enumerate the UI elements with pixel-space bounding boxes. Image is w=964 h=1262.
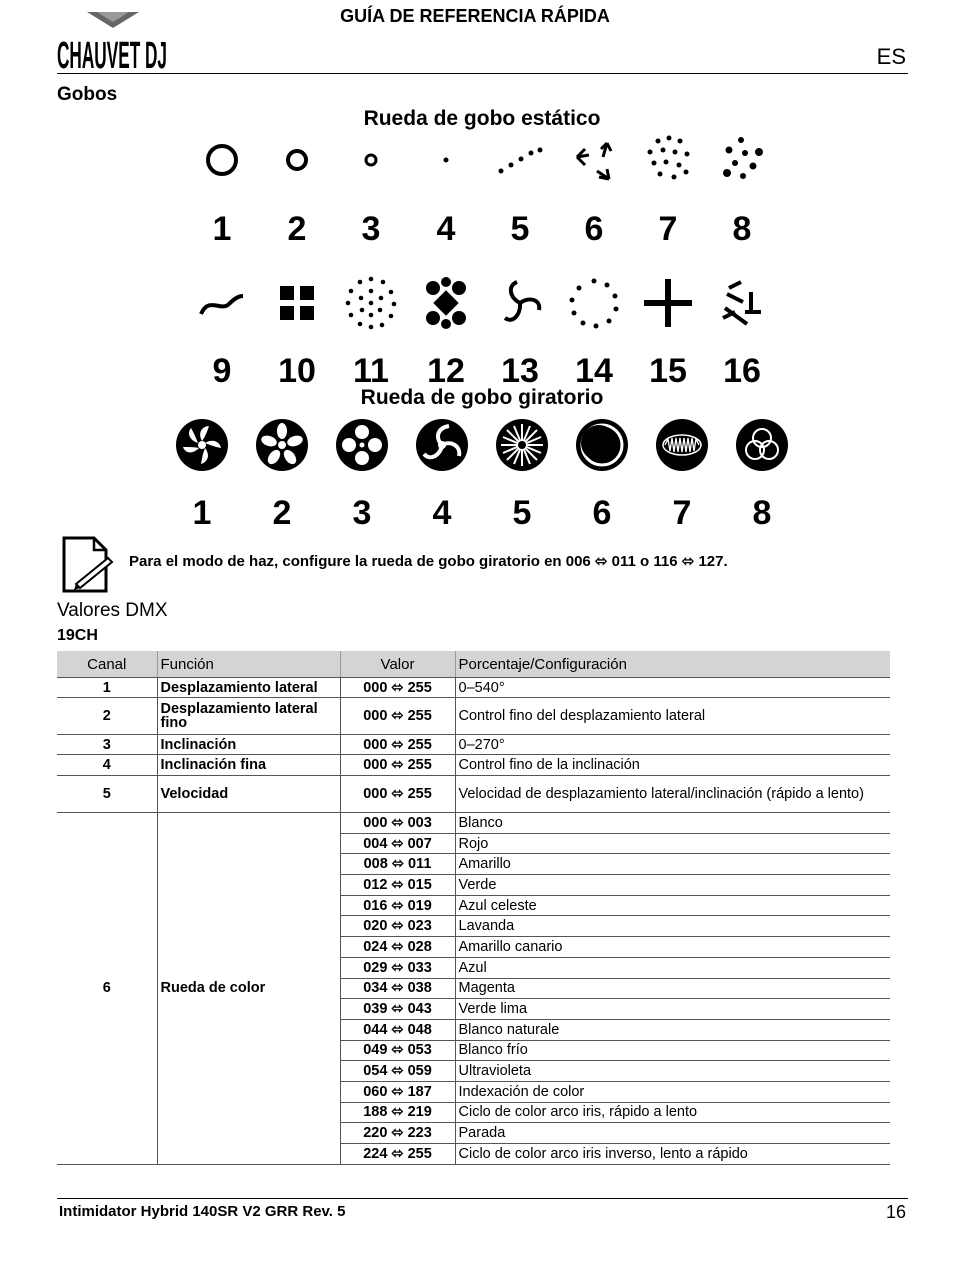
cross-icon — [633, 268, 703, 338]
cell-canal: 3 — [57, 735, 157, 755]
table-header-row — [57, 651, 890, 678]
cell-valor: 020 ⬄ 023 — [340, 916, 455, 937]
cell-valor: 004 ⬄ 007 — [340, 833, 455, 854]
static-gobo-number: 7 — [658, 210, 678, 248]
static-wheel-title: Rueda de gobo estático — [363, 107, 601, 130]
medium-ring-icon — [262, 125, 332, 195]
rotating-gobo-number: 3 — [352, 494, 372, 532]
cell-valor: 000 ⬄ 255 — [340, 678, 455, 698]
static-gobo-number: 4 — [436, 210, 456, 248]
footer-divider — [57, 1198, 908, 1199]
cell-configuracion: Ciclo de color arco iris inverso, lento a rápido — [455, 1144, 890, 1165]
small-ring-icon — [336, 125, 406, 195]
four-circles-icon — [327, 410, 397, 480]
cell-configuracion: Blanco frío — [455, 1040, 890, 1061]
cell-valor: 024 ⬄ 028 — [340, 937, 455, 958]
static-gobo-number: 9 — [212, 352, 232, 390]
table-row — [57, 735, 890, 755]
triple-rings-icon — [727, 410, 797, 480]
cell-configuracion: 0–270° — [455, 735, 890, 755]
petals-icon — [247, 410, 317, 480]
cell-valor: 054 ⬄ 059 — [340, 1061, 455, 1082]
channel-mode-heading: 19CH — [57, 627, 98, 644]
table-row — [57, 678, 890, 698]
dot-line-icon — [485, 125, 555, 195]
static-gobo-number: 15 — [649, 352, 687, 390]
dmx-table — [57, 651, 890, 1165]
cell-configuracion: Blanco naturale — [455, 1019, 890, 1040]
cell-canal: 1 — [57, 678, 157, 698]
wave-icon — [187, 268, 257, 338]
column-header-canal: Canal — [57, 651, 157, 678]
cell-configuracion: Control fino de la inclinación — [455, 755, 890, 776]
cell-funcion: Desplazamiento lateral — [157, 678, 340, 698]
static-gobo-number: 14 — [575, 352, 613, 390]
dot-scatter-icon — [633, 125, 703, 195]
cell-valor: 000 ⬄ 255 — [340, 698, 455, 735]
rotating-gobo-number: 8 — [752, 494, 772, 532]
cell-valor: 000 ⬄ 255 — [340, 755, 455, 776]
cell-configuracion: Blanco — [455, 813, 890, 834]
cell-valor: 039 ⬄ 043 — [340, 999, 455, 1020]
rotating-wheel-title: Rueda de gobo giratorio — [360, 386, 604, 409]
language-code: ES — [876, 44, 906, 69]
table-row — [57, 755, 890, 776]
cell-canal: 4 — [57, 755, 157, 776]
cell-configuracion: Indexación de color — [455, 1081, 890, 1102]
spiral-icon — [485, 268, 555, 338]
section-title-gobos: Gobos — [57, 84, 118, 105]
logo-wordmark: CHAUVET DJ — [57, 35, 167, 77]
cell-funcion: Inclinación — [157, 735, 340, 755]
zigzag-oval-icon — [647, 410, 717, 480]
cell-valor: 060 ⬄ 187 — [340, 1081, 455, 1102]
cell-canal: 5 — [57, 776, 157, 813]
table-row — [57, 813, 890, 834]
page-number: 16 — [885, 1202, 906, 1222]
cell-valor: 000 ⬄ 255 — [340, 776, 455, 813]
rotating-gobo-number: 6 — [592, 494, 612, 532]
rotating-gobo-number: 5 — [512, 494, 532, 532]
static-gobo-number: 3 — [361, 210, 381, 248]
column-header-funcion: Función — [157, 651, 340, 678]
cell-configuracion: 0–540° — [455, 678, 890, 698]
note-pencil-icon — [60, 536, 116, 594]
flower-icon — [411, 268, 481, 338]
cell-valor: 220 ⬄ 223 — [340, 1123, 455, 1144]
cell-valor: 029 ⬄ 033 — [340, 957, 455, 978]
column-header-configuracion: Porcentaje/Configuración — [455, 651, 890, 678]
cell-configuracion: Lavanda — [455, 916, 890, 937]
cell-configuracion: Ultravioleta — [455, 1061, 890, 1082]
dmx-values-heading: Valores DMX — [57, 600, 168, 621]
cell-canal: 6 — [57, 813, 157, 1165]
static-gobo-number: 6 — [584, 210, 604, 248]
static-gobo-number: 5 — [510, 210, 530, 248]
cell-configuracion: Velocidad de desplazamiento lateral/inclinación (rápido a lento) — [455, 776, 890, 813]
header-divider — [57, 73, 908, 74]
cell-configuracion: Ciclo de color arco iris, rápido a lento — [455, 1102, 890, 1123]
cell-funcion: Desplazamiento lateral fino — [157, 698, 340, 735]
dot-icon — [411, 125, 481, 195]
cell-configuracion: Azul celeste — [455, 895, 890, 916]
rotating-gobo-number: 4 — [432, 494, 452, 532]
arrows-icon — [559, 125, 629, 195]
cell-valor: 224 ⬄ 255 — [340, 1144, 455, 1165]
cell-funcion: Inclinación fina — [157, 755, 340, 776]
static-gobo-number: 12 — [427, 352, 465, 390]
broken-lines-icon — [707, 268, 777, 338]
column-header-valor: Valor — [340, 651, 455, 678]
cell-valor: 008 ⬄ 011 — [340, 854, 455, 875]
rotating-gobo-number: 7 — [672, 494, 692, 532]
cell-valor: 188 ⬄ 219 — [340, 1102, 455, 1123]
static-gobo-number: 8 — [732, 210, 752, 248]
cell-configuracion: Magenta — [455, 978, 890, 999]
cell-funcion: Velocidad — [157, 776, 340, 813]
large-ring-icon — [187, 125, 257, 195]
cell-valor: 049 ⬄ 053 — [340, 1040, 455, 1061]
dot-circle-icon — [559, 268, 629, 338]
eclipse-ring-icon — [567, 410, 637, 480]
cell-configuracion: Azul — [455, 957, 890, 978]
cell-valor: 034 ⬄ 038 — [340, 978, 455, 999]
beam-mode-note: Para el modo de haz, configure la rueda de gobo giratorio en 006 ⬄ 011 o 116 ⬄ 127. — [129, 553, 728, 570]
cell-configuracion: Amarillo canario — [455, 937, 890, 958]
static-gobo-number: 11 — [353, 352, 389, 390]
cell-valor: 000 ⬄ 255 — [340, 735, 455, 755]
cell-valor: 044 ⬄ 048 — [340, 1019, 455, 1040]
document-title: GUÍA DE REFERENCIA RÁPIDA — [340, 6, 610, 26]
static-gobo-number: 1 — [212, 210, 232, 248]
static-gobo-number: 2 — [287, 210, 307, 248]
cell-configuracion: Control fino del desplazamiento lateral — [455, 698, 890, 735]
cell-configuracion: Rojo — [455, 833, 890, 854]
cell-valor: 000 ⬄ 003 — [340, 813, 455, 834]
footer-product-name: Intimidator Hybrid 140SR V2 GRR Rev. 5 — [59, 1203, 346, 1220]
cell-canal: 2 — [57, 698, 157, 735]
cell-configuracion: Verde — [455, 875, 890, 896]
cell-configuracion: Verde lima — [455, 999, 890, 1020]
cell-configuracion: Parada — [455, 1123, 890, 1144]
cell-valor: 012 ⬄ 015 — [340, 875, 455, 896]
rotating-gobo-number: 1 — [192, 494, 212, 532]
rotating-gobo-number: 2 — [272, 494, 292, 532]
vortex-icon — [407, 410, 477, 480]
starburst-icon — [487, 410, 557, 480]
static-gobo-number: 16 — [723, 352, 761, 390]
table-row — [57, 776, 890, 813]
chauvet-dj-logo — [57, 10, 202, 77]
cell-configuracion: Amarillo — [455, 854, 890, 875]
static-gobo-number: 10 — [278, 352, 316, 390]
dot-rings-icon — [336, 268, 406, 338]
static-gobo-number: 13 — [501, 352, 539, 390]
swirl-blades-icon — [167, 410, 237, 480]
table-row — [57, 698, 890, 735]
cell-funcion: Rueda de color — [157, 813, 340, 1165]
dot-cluster-icon — [707, 125, 777, 195]
cell-valor: 016 ⬄ 019 — [340, 895, 455, 916]
squares-icon — [262, 268, 332, 338]
